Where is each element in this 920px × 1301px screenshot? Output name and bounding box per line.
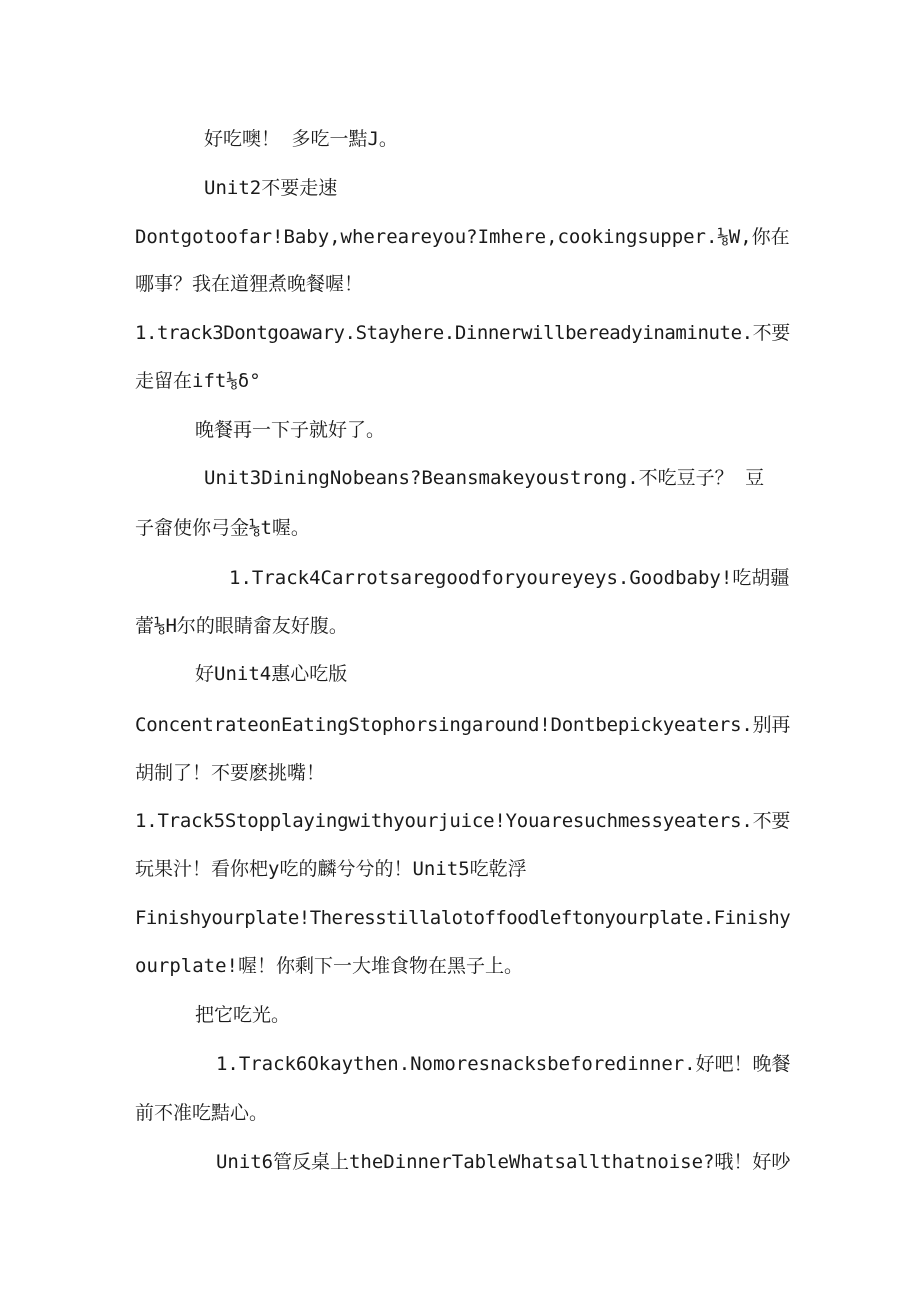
- text-line-3: Dontgotoofar!Baby,whereareyou?Imhere,cookingsupper.⅛W,你在: [135, 226, 790, 248]
- text-line-15: 1.Track5Stopplayingwithyourjuice!Youaresuchmessyeaters.不要: [135, 810, 791, 832]
- text-line-16: 玩果汁！看你杷y吃的麟兮兮的！Unit5吃乾浮: [135, 858, 527, 880]
- text-line-12: 好Unit4惠心吃版: [195, 663, 348, 685]
- text-line-20: 1.Track6Okaythen.Nomoresnacksbeforedinner.好吧！晚餐: [216, 1053, 791, 1075]
- text-line-7: 晚餐再一下子就好了。: [195, 419, 386, 441]
- text-line-2: Unit2不要走速: [204, 177, 338, 199]
- text-line-14: 胡制了！不要麽挑嘴！: [135, 762, 326, 784]
- text-line-10: 1.Track4Carrotsaregoodforyoureyeys.Goodbaby!吃胡疆: [229, 567, 790, 589]
- text-line-5: 1.track3Dontgoawary.Stayhere.Dinnerwillbereadyinaminute.不要: [135, 322, 790, 344]
- text-line-1: 好吃噢！ 多吃一黠J。: [204, 128, 398, 150]
- text-line-22: Unit6管反桌上theDinnerTableWhatsallthatnoise?哦！好吵: [216, 1151, 791, 1173]
- text-line-18: ourplate!喔！你剩下一大堆食物在黑子上。: [135, 955, 523, 977]
- text-line-8: Unit3DiningNobeans?Beansmakeyoustrong.不吃豆子？ 豆: [204, 467, 765, 489]
- text-line-11: 蕾⅛H尔的眼睛畲友好腹。: [135, 615, 348, 637]
- text-line-4: 哪事？我在道狸煮晚餐喔！: [135, 273, 364, 295]
- text-line-9: 子畲使你弓金⅛t喔。: [135, 517, 310, 539]
- text-line-6: 走留在ift⅛δ°: [135, 370, 261, 392]
- text-line-13: ConcentrateonEatingStophorsingaround!Dontbepickyeaters.别再: [135, 714, 791, 736]
- text-line-19: 把它吃光。: [195, 1004, 291, 1026]
- text-line-21: 前不准吃黠心。: [135, 1102, 269, 1124]
- text-line-17: Finishyourplate!Theresstillalotoffoodleftonyourplate.Finishy: [135, 907, 791, 929]
